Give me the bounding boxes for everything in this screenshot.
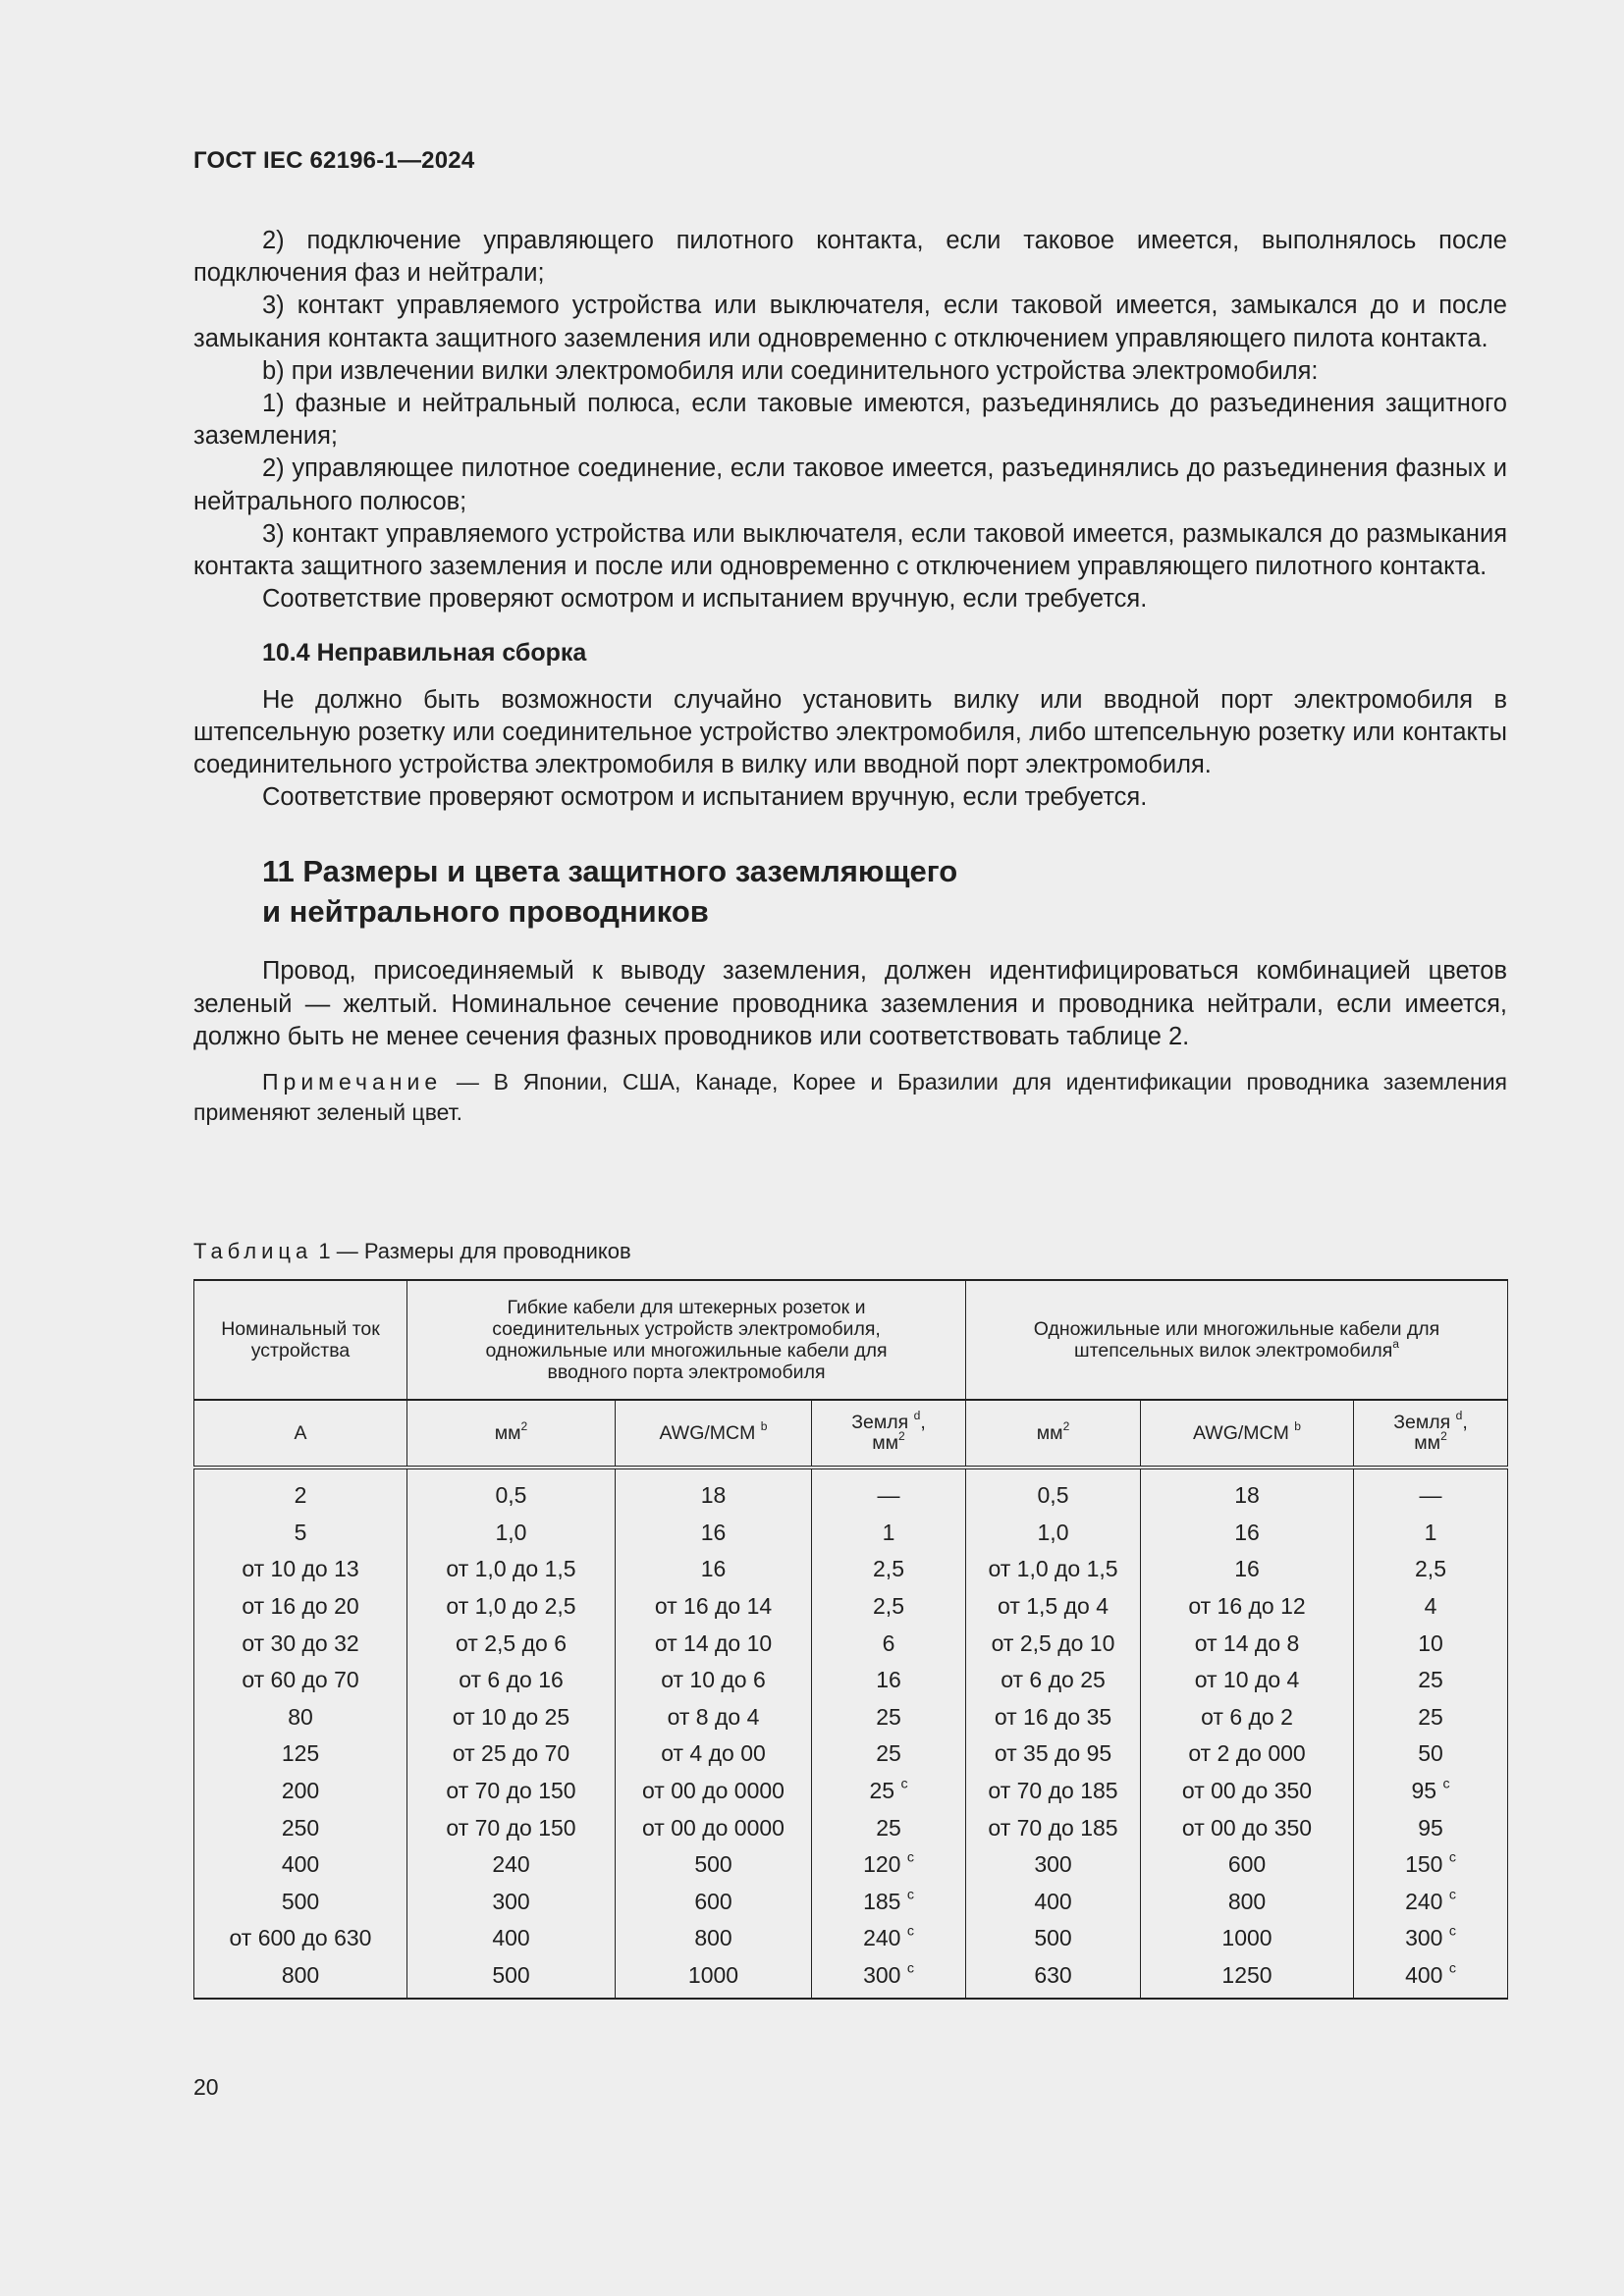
table-cell: 300 $^c$: [1354, 1920, 1508, 1957]
table-cell: от 70 до 185: [966, 1773, 1141, 1810]
document-header: ГОСТ IEC 62196-1—2024: [193, 147, 475, 174]
table-cell: от 10 до 25: [407, 1699, 616, 1736]
conductor-sizes-table: [193, 1279, 1508, 2000]
note-label: Примечание: [262, 1069, 443, 1095]
table-cell: 400 $^c$: [1354, 1957, 1508, 2000]
table-header-row: [194, 1280, 1508, 1400]
table-cell: 0,5: [966, 1468, 1141, 1515]
table-cell: 1000: [1141, 1920, 1354, 1957]
header-cell: Одножильные или многожильные кабели для штепсельных вилок электромобиля$^a$: [966, 1280, 1508, 1400]
table-row: [194, 1735, 1508, 1773]
table-cell: от 00 до 0000: [616, 1773, 812, 1810]
table-row: [194, 1625, 1508, 1662]
table-row: [194, 1884, 1508, 1921]
table-cell: 2,5: [812, 1551, 966, 1588]
table-cell: 4: [1354, 1588, 1508, 1626]
section-title-line: 11 Размеры и цвета защитного заземляющего: [262, 854, 958, 889]
table-cell: от 1,5 до 4: [966, 1588, 1141, 1626]
table-row: [194, 1809, 1508, 1846]
table-caption-label: Таблица: [193, 1239, 313, 1263]
table-cell: от 60 до 70: [194, 1662, 407, 1699]
table-cell: от 70 до 150: [407, 1773, 616, 1810]
table-cell: 300: [407, 1884, 616, 1921]
table-cell: от 70 до 150: [407, 1809, 616, 1846]
table-cell: от 2,5 до 10: [966, 1625, 1141, 1662]
table-cell: 500: [407, 1957, 616, 2000]
note: [193, 1067, 1507, 1128]
table-cell: 300: [966, 1846, 1141, 1884]
table-cell: 250: [194, 1809, 407, 1846]
paragraph: Соответствие проверяют осмотром и испытанием вручную, если требуется.: [262, 783, 1148, 812]
table-cell: от 16 до 20: [194, 1588, 407, 1626]
table-cell: от 14 до 8: [1141, 1625, 1354, 1662]
table-cell: 120 $^c$: [812, 1846, 966, 1884]
unit-cell: A: [194, 1400, 407, 1468]
table-cell: 2: [194, 1468, 407, 1515]
table-cell: 630: [966, 1957, 1141, 2000]
table-cell: 18: [616, 1468, 812, 1515]
table-cell: 1: [812, 1515, 966, 1552]
table-cell: 16: [616, 1551, 812, 1588]
table-cell: от 6 до 25: [966, 1662, 1141, 1699]
table-cell: 240: [407, 1846, 616, 1884]
unit-cell: $мм^2$: [966, 1400, 1141, 1468]
unit-cell: Земля $^d$, $мм^2$: [812, 1400, 966, 1468]
table-cell: 1250: [1141, 1957, 1354, 2000]
paragraph: 1) фазные и нейтральный полюса, если таковые имеются, разъединялись до разъединения защитного заземления;: [193, 390, 1507, 451]
header-cell: Гибкие кабели для штекерных розеток и соединительных устройств электромобиля, одножильные или многожильные кабели для вводного порта электромобиля: [407, 1280, 966, 1400]
table-cell: 25: [812, 1809, 966, 1846]
paragraph: Не должно быть возможности случайно установить вилку или вводной порт электромобиля в штепсельную розетку или соединительное устройство электромобиля, либо штепсельную розетку или контакты соединительного устройства электромобиля в вилку или вводной порт электромобиля.: [193, 685, 1507, 779]
table-cell: от 2,5 до 6: [407, 1625, 616, 1662]
table-cell: от 00 до 0000: [616, 1809, 812, 1846]
table-cell: от 2 до 000: [1141, 1735, 1354, 1773]
table-cell: 2,5: [1354, 1551, 1508, 1588]
table-cell: 1: [1354, 1515, 1508, 1552]
table-cell: 16: [812, 1662, 966, 1699]
table-row: [194, 1920, 1508, 1957]
table-row: [194, 1588, 1508, 1626]
note-text: — В Японии, США, Канаде, Корее и Бразилии для идентификации проводника заземления применяют зеленый цвет.: [193, 1069, 1507, 1126]
table-cell: от 70 до 185: [966, 1809, 1141, 1846]
table-body: [194, 1468, 1508, 1999]
table-cell: 500: [194, 1884, 407, 1921]
table-row: [194, 1515, 1508, 1552]
table-cell: 25: [1354, 1699, 1508, 1736]
table-cell: 25: [1354, 1662, 1508, 1699]
table-row: [194, 1468, 1508, 1515]
table-cell: 18: [1141, 1468, 1354, 1515]
table-cell: 240 $^c$: [812, 1920, 966, 1957]
table-cell: 800: [616, 1920, 812, 1957]
table-cell: 400: [194, 1846, 407, 1884]
table-cell: 0,5: [407, 1468, 616, 1515]
table-cell: 25: [812, 1699, 966, 1736]
paragraph: Провод, присоединяемый к выводу заземления, должен идентифицироваться комбинацией цветов зеленый — желтый. Номинальное сечение проводника заземления и проводника нейтрали, если имеется, должно быть не менее сечения фазных проводников или соответствовать таблице 2.: [193, 957, 1507, 1050]
table-cell: 500: [616, 1846, 812, 1884]
table-cell: 800: [1141, 1884, 1354, 1921]
table-row: [194, 1551, 1508, 1588]
table-cell: от 4 до 00: [616, 1735, 812, 1773]
section-title-line: и нейтрального проводников: [262, 894, 709, 930]
unit-cell: $мм^2$: [407, 1400, 616, 1468]
table-cell: —: [812, 1468, 966, 1515]
unit-cell: AWG/MCM $^b$: [616, 1400, 812, 1468]
table-row: [194, 1662, 1508, 1699]
header-cell: Номинальный ток устройства: [194, 1280, 407, 1400]
paragraph: 3) контакт управляемого устройства или выключателя, если таковой имеется, размыкался до размыкания контакта защитного заземления и после или одновременно с отключением управляющего пилотного контакта.: [193, 519, 1507, 581]
table-units-row: [194, 1400, 1508, 1468]
subsection-title: 10.4 Неправильная сборка: [262, 639, 587, 667]
table-cell: от 16 до 35: [966, 1699, 1141, 1736]
unit-cell: Земля $^d$, $мм^2$: [1354, 1400, 1508, 1468]
table-cell: 95 $^c$: [1354, 1773, 1508, 1810]
table-cell: 800: [194, 1957, 407, 2000]
table-cell: от 25 до 70: [407, 1735, 616, 1773]
table-cell: 5: [194, 1515, 407, 1552]
table-cell: 80: [194, 1699, 407, 1736]
table-cell: 2,5: [812, 1588, 966, 1626]
table-cell: от 6 до 2: [1141, 1699, 1354, 1736]
unit-cell: AWG/MCM $^b$: [1141, 1400, 1354, 1468]
section-title: [262, 851, 1507, 932]
table-cell: от 10 до 13: [194, 1551, 407, 1588]
page-number: 20: [193, 2074, 219, 2100]
table-cell: от 8 до 4: [616, 1699, 812, 1736]
table-cell: 25: [812, 1735, 966, 1773]
table-cell: от 35 до 95: [966, 1735, 1141, 1773]
table-cell: 400: [966, 1884, 1141, 1921]
table-cell: от 30 до 32: [194, 1625, 407, 1662]
table-cell: 185 $^c$: [812, 1884, 966, 1921]
table-caption-text: 1 — Размеры для проводников: [312, 1239, 631, 1263]
table-cell: от 1,0 до 1,5: [407, 1551, 616, 1588]
table-cell: 6: [812, 1625, 966, 1662]
table-cell: 16: [616, 1515, 812, 1552]
paragraph: 2) подключение управляющего пилотного контакта, если таковое имеется, выполнялось после подключения фаз и нейтрали;: [193, 227, 1507, 288]
table-cell: 125: [194, 1735, 407, 1773]
table-cell: 16: [1141, 1515, 1354, 1552]
table-cell: от 1,0 до 1,5: [966, 1551, 1141, 1588]
table-cell: 10: [1354, 1625, 1508, 1662]
table-cell: от 00 до 350: [1141, 1809, 1354, 1846]
table-cell: от 10 до 6: [616, 1662, 812, 1699]
table-cell: 95: [1354, 1809, 1508, 1846]
table-cell: 500: [966, 1920, 1141, 1957]
table-row: [194, 1773, 1508, 1810]
table-cell: 600: [1141, 1846, 1354, 1884]
table-cell: —: [1354, 1468, 1508, 1515]
table-row: [194, 1699, 1508, 1736]
table-cell: от 1,0 до 2,5: [407, 1588, 616, 1626]
table-cell: от 00 до 350: [1141, 1773, 1354, 1810]
paragraph: 3) контакт управляемого устройства или выключателя, если таковой имеется, замыкался до и после замыкания контакта защитного заземления или одновременно с отключением управляющего пилота контакта.: [193, 292, 1507, 352]
table-cell: 1,0: [407, 1515, 616, 1552]
table-caption: [193, 1239, 631, 1264]
table-row: [194, 1957, 1508, 2000]
paragraph: Соответствие проверяют осмотром и испытанием вручную, если требуется.: [262, 585, 1148, 614]
table-cell: 1000: [616, 1957, 812, 2000]
table-cell: от 16 до 14: [616, 1588, 812, 1626]
table-cell: 150 $^c$: [1354, 1846, 1508, 1884]
table-row: [194, 1846, 1508, 1884]
table-cell: 25 $^c$: [812, 1773, 966, 1810]
table-cell: 300 $^c$: [812, 1957, 966, 2000]
table-cell: от 600 до 630: [194, 1920, 407, 1957]
table-cell: 50: [1354, 1735, 1508, 1773]
table-cell: от 6 до 16: [407, 1662, 616, 1699]
table-cell: от 16 до 12: [1141, 1588, 1354, 1626]
body-text: [193, 225, 1507, 1128]
table-cell: 400: [407, 1920, 616, 1957]
table-cell: 200: [194, 1773, 407, 1810]
table-cell: 1,0: [966, 1515, 1141, 1552]
table-cell: от 14 до 10: [616, 1625, 812, 1662]
table-cell: 600: [616, 1884, 812, 1921]
paragraph: b) при извлечении вилки электромобиля или соединительного устройства электромобиля:: [262, 356, 1319, 385]
table-cell: от 10 до 4: [1141, 1662, 1354, 1699]
table-cell: 240 $^c$: [1354, 1884, 1508, 1921]
table-cell: 16: [1141, 1551, 1354, 1588]
paragraph: 2) управляющее пилотное соединение, если таковое имеется, разъединялись до разъединения фазных и нейтрального полюсов;: [193, 454, 1507, 515]
